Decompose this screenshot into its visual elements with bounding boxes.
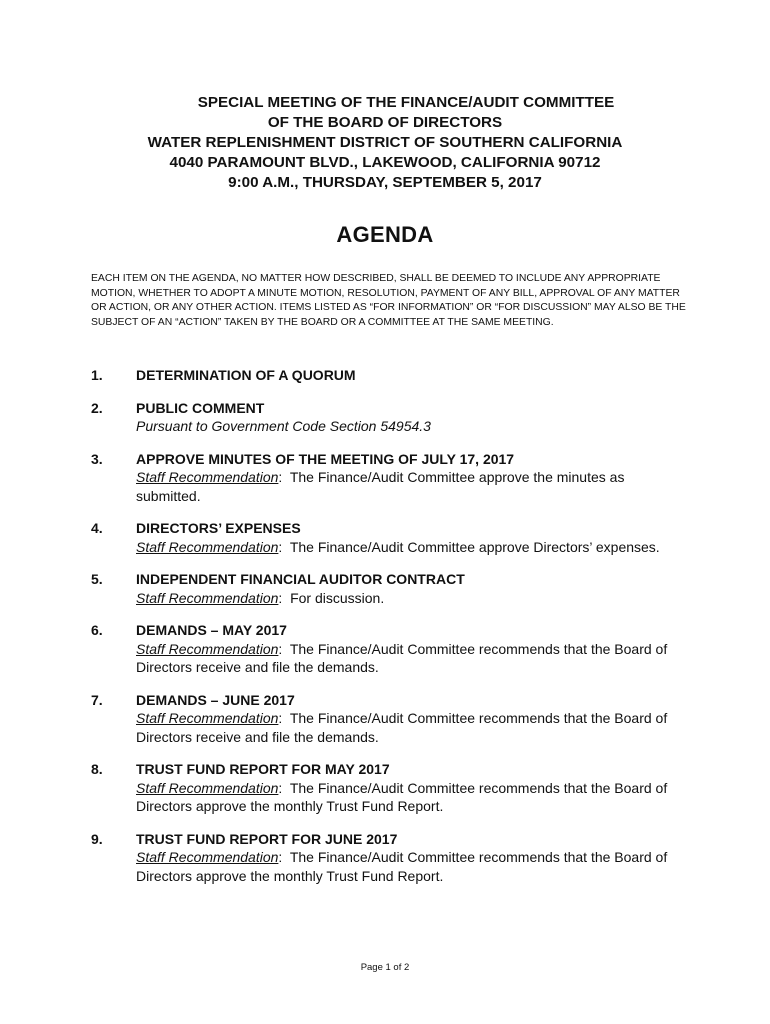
header-line-4: 4040 PARAMOUNT BLVD., LAKEWOOD, CALIFORNIA 90712 <box>169 154 601 171</box>
recommendation-text: The Finance/Audit Committee recommends that the Board of Directors receive and file the demands. <box>136 710 668 745</box>
recommendation-separator: : <box>278 640 290 657</box>
recommendation-text: The Finance/Audit Committee approve the minutes as submitted. <box>136 469 625 504</box>
item-number: 3. <box>91 450 103 467</box>
recommendation-label: Staff Recommendation <box>136 710 279 726</box>
recommendation-separator: : <box>278 849 290 865</box>
header-line-2: OF THE BOARD OF DIRECTORS <box>267 114 503 131</box>
agenda-items <box>91 366 691 899</box>
agenda-item <box>91 691 691 747</box>
item-title: PUBLIC COMMENT <box>136 399 265 416</box>
meeting-header <box>0 93 770 193</box>
staff-recommendation <box>136 468 691 505</box>
agenda-item <box>91 760 691 816</box>
recommendation-label: Staff Recommendation <box>136 469 279 485</box>
agenda-item <box>91 570 691 607</box>
agenda-item <box>91 399 691 436</box>
staff-recommendation <box>136 709 691 746</box>
recommendation-separator: : <box>278 538 290 555</box>
recommendation-text: The Finance/Audit Committee recommends that the Board of Directors receive and file the demands. <box>136 640 668 675</box>
header-line-1: SPECIAL MEETING OF THE FINANCE/AUDIT COMMITTEE <box>197 94 615 111</box>
recommendation-separator: : <box>278 469 290 485</box>
recommendation-separator: : <box>278 779 290 796</box>
item-subtitle: Pursuant to Government Code Section 54954.3 <box>136 418 431 434</box>
item-title: DETERMINATION OF A QUORUM <box>136 367 356 383</box>
item-number: 6. <box>91 622 103 638</box>
recommendation-separator: : <box>278 589 291 606</box>
item-number: 7. <box>91 691 103 708</box>
recommendation-text: For discussion. <box>290 589 385 606</box>
staff-recommendation <box>136 779 691 816</box>
item-title: APPROVE MINUTES OF THE MEETING OF JULY 17, 2017 <box>136 450 515 467</box>
agenda-item <box>91 450 691 506</box>
page-number: Page 1 of 2 <box>360 962 410 973</box>
item-title: DEMANDS – JUNE 2017 <box>136 691 295 708</box>
header-line-3: WATER REPLENISHMENT DISTRICT OF SOUTHERN CALIFORNIA <box>147 134 623 151</box>
staff-recommendation <box>136 589 691 608</box>
agenda-title: AGENDA <box>336 222 434 247</box>
item-title: INDEPENDENT FINANCIAL AUDITOR CONTRACT <box>136 571 465 587</box>
recommendation-label: Staff Recommendation <box>136 849 279 865</box>
item-number: 5. <box>91 571 103 587</box>
recommendation-label: Staff Recommendation <box>136 589 279 606</box>
header-line-5: 9:00 A.M., THURSDAY, SEPTEMBER 5, 2017 <box>228 174 542 191</box>
item-number: 8. <box>91 761 103 777</box>
recommendation-label: Staff Recommendation <box>136 538 279 555</box>
recommendation-label: Staff Recommendation <box>136 640 279 657</box>
item-number: 2. <box>91 399 103 416</box>
item-number: 9. <box>91 830 103 847</box>
item-title: DEMANDS – MAY 2017 <box>136 622 287 638</box>
item-title: DIRECTORS’ EXPENSES <box>136 520 301 536</box>
agenda-item <box>91 366 691 385</box>
agenda-item <box>91 621 691 677</box>
item-number: 1. <box>91 367 103 383</box>
agenda-disclaimer: EACH ITEM ON THE AGENDA, NO MATTER HOW DESCRIBED, SHALL BE DEEMED TO INCLUDE ANY APPROPRIATE MOTION, WHETHER TO ADOPT A MINUTE MOTION, RESOLUTION, PAYMENT OF ANY BILL, APPROVAL OF ANY MATTER OR ACTION, OR ANY OTHER ACTION. ITEMS LISTED AS “FOR INFORMATION” OR “FOR DISCUSSION” MAY ALSO BE THE SUBJECT OF AN “ACTION” TAKEN BY THE BOARD OR A COMMITTEE AT THE SAME MEETING. <box>91 273 686 328</box>
recommendation-text: The Finance/Audit Committee recommends that the Board of Directors approve the monthly Trust Fund Report. <box>136 849 668 884</box>
staff-recommendation <box>136 848 691 885</box>
item-number: 4. <box>91 520 103 536</box>
recommendation-separator: : <box>278 710 290 726</box>
item-title: TRUST FUND REPORT FOR JUNE 2017 <box>136 830 398 847</box>
staff-recommendation <box>136 538 691 557</box>
recommendation-label: Staff Recommendation <box>136 779 279 796</box>
agenda-item <box>91 519 691 556</box>
agenda-item <box>91 830 691 886</box>
recommendation-text: The Finance/Audit Committee approve Directors’ expenses. <box>289 538 660 555</box>
recommendation-text: The Finance/Audit Committee recommends that the Board of Directors approve the monthly Trust Fund Report. <box>136 779 668 814</box>
staff-recommendation <box>136 640 691 677</box>
item-title: TRUST FUND REPORT FOR MAY 2017 <box>136 761 390 777</box>
